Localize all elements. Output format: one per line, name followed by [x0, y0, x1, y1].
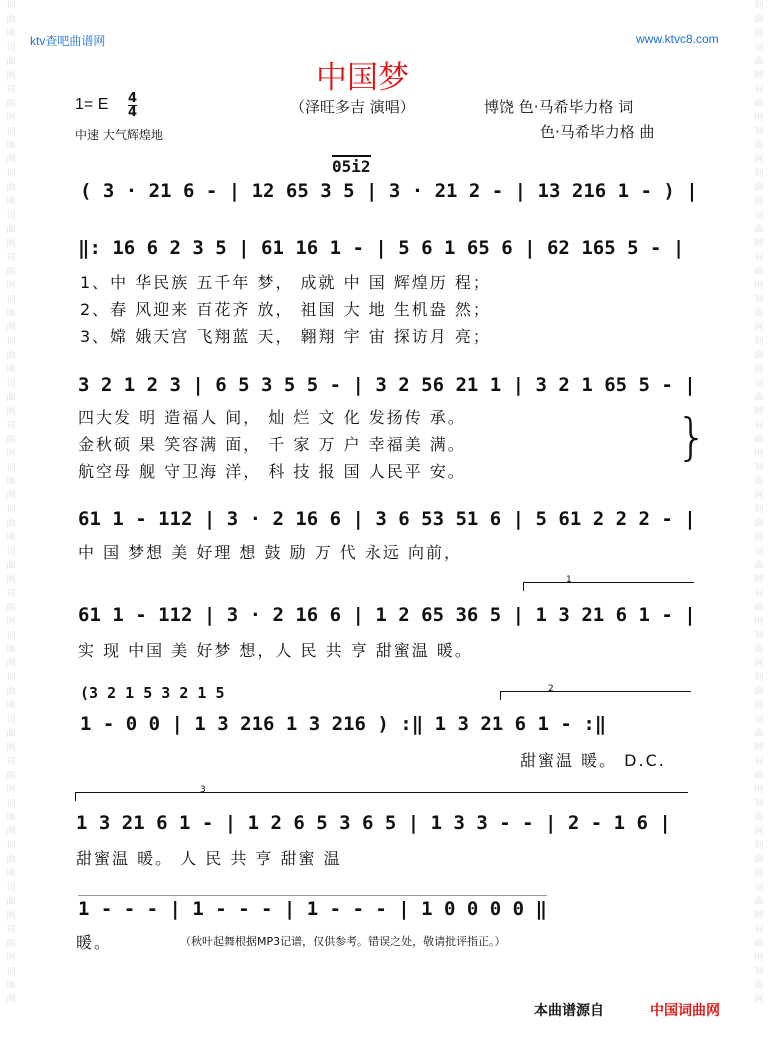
lyric-verse-1: 1、中 华民族 五千年 梦， 成就 中 国 辉煌历 程； [80, 273, 491, 292]
source-label: 本曲谱源自 [534, 1003, 604, 1019]
watermark-char: 词 [754, 337, 764, 347]
watermark-char: 曲 [6, 687, 16, 697]
watermark-site-left: ktv查吧曲谱网 [30, 34, 106, 48]
watermark-char: 曲 [6, 519, 16, 529]
watermark-char: 网 [6, 953, 16, 963]
watermark-char: 曲 [6, 351, 16, 361]
watermark-char: 词 [6, 925, 16, 935]
watermark-char: 词 [754, 967, 764, 977]
watermark-char: 曲 [6, 645, 16, 655]
watermark-char: 曲 [754, 729, 764, 739]
pickup-notes: 05i2 [332, 155, 371, 187]
watermark-char: 网 [754, 743, 764, 753]
watermark-char: 网 [6, 995, 16, 1005]
watermark-char: 词 [754, 757, 764, 767]
watermark-char: 网 [6, 659, 16, 669]
watermark-char: 词 [6, 715, 16, 725]
watermark-char: 网 [6, 323, 16, 333]
watermark-char: 曲 [6, 435, 16, 445]
watermark-char: 曲 [6, 813, 16, 823]
watermark-char: 曲 [754, 141, 764, 151]
watermark-char: 曲 [754, 477, 764, 487]
watermark-char: 曲 [6, 267, 16, 277]
watermark-char: 词 [754, 547, 764, 557]
score-row-1: ( 3 · 21 6 - | 12 65 3 5 | 3 · 21 2 - | 13 216 1 - ) | [80, 180, 698, 202]
watermark-char: 词 [6, 421, 16, 431]
watermark-site-right: www.ktvc8.com [636, 32, 719, 46]
watermark-char: 网 [6, 407, 16, 417]
watermark-char: 曲 [754, 771, 764, 781]
watermark-char: 网 [754, 197, 764, 207]
watermark-char: 词 [754, 421, 764, 431]
watermark-char: 词 [754, 379, 764, 389]
score-row-3: 3 2 1 2 3 | 6 5 3 5 5 - | 3 2 56 21 1 | 3 2 1 65 5 - | [78, 374, 696, 396]
watermark-char: 词 [6, 169, 16, 179]
watermark-char: 词 [6, 127, 16, 137]
watermark-char: 网 [754, 827, 764, 837]
watermark-char: 曲 [754, 855, 764, 865]
watermark-char: 网 [754, 407, 764, 417]
watermark-char: 词 [754, 799, 764, 809]
song-title: 中国梦 [316, 60, 409, 96]
watermark-char: 词 [6, 883, 16, 893]
watermark-char: 曲 [6, 771, 16, 781]
lyric-verse-2: 2、春 风迎来 百花齐 放， 祖国 大 地 生机盎 然； [80, 300, 491, 319]
lyric-row-5: 实 现 中国 美 好梦 想，人 民 共 亨 甜蜜温 暖。 [78, 641, 473, 660]
volta-bracket-2 [500, 691, 691, 700]
transcription-note: （秋叶起舞根据MP3记谱，仅供参考。错误之处，敬请批评指正。） [180, 935, 506, 948]
watermark-char: 网 [6, 533, 16, 543]
score-row-2: ‖: 16 6 2 3 5 | 61 16 1 - | 5 6 1 65 6 | 62 165 5 - | [78, 237, 685, 259]
watermark-char: 词 [754, 589, 764, 599]
volta-number-1: 1 [566, 575, 572, 585]
score-row-5: 61 1 - 112 | 3 · 2 16 6 | 1 2 65 36 5 | 1 3 21 6 1 - | [78, 604, 696, 626]
lyric-row3-verse-1: 四大发 明 造福人 间， 灿 烂 文 化 发扬传 承。 [78, 408, 466, 427]
verse-brace: } [676, 408, 708, 466]
source-site-link[interactable]: 中国词曲网 [650, 1003, 720, 1019]
watermark-char: 网 [6, 617, 16, 627]
score-row-8: 1 - - - | 1 - - - | 1 - - - | 1 0 0 0 0 ‖ [78, 895, 547, 928]
watermark-char: 词 [6, 1, 16, 11]
volta-number-2: 2 [548, 684, 554, 694]
watermark-char: 曲 [754, 687, 764, 697]
watermark-char: 词 [6, 631, 16, 641]
watermark-char: 网 [754, 701, 764, 711]
watermark-char: 曲 [6, 225, 16, 235]
watermark-char: 词 [754, 841, 764, 851]
watermark-char: 网 [754, 785, 764, 795]
watermark-char: 网 [754, 491, 764, 501]
watermark-char: 词 [754, 1, 764, 11]
watermark-char: 网 [754, 113, 764, 123]
right-watermark-column [748, 0, 770, 1047]
watermark-char: 曲 [6, 939, 16, 949]
watermark-char: 词 [6, 211, 16, 221]
tempo-marking: 中速 大气辉煌地 [75, 128, 163, 142]
watermark-char: 曲 [6, 393, 16, 403]
watermark-char: 网 [754, 659, 764, 669]
watermark-char: 网 [754, 323, 764, 333]
score-row-7: 1 3 21 6 1 - | 1 2 6 5 3 6 5 | 1 3 3 - - | 2 - 1 6 | [76, 812, 671, 834]
watermark-char: 曲 [6, 855, 16, 865]
watermark-char: 曲 [6, 981, 16, 991]
volta-bracket-1 [523, 582, 694, 591]
watermark-char: 词 [6, 589, 16, 599]
watermark-char: 曲 [6, 729, 16, 739]
watermark-char: 网 [754, 239, 764, 249]
watermark-char: 网 [6, 155, 16, 165]
lyric-row-6: 甜蜜温 暖。 D.C. [520, 751, 666, 770]
watermark-char: 网 [754, 29, 764, 39]
lyric-row3-verse-3: 航空母 舰 守卫海 洋， 科 技 报 国 人民平 安。 [78, 462, 466, 481]
watermark-char: 词 [754, 127, 764, 137]
watermark-char: 网 [754, 869, 764, 879]
watermark-char: 曲 [754, 435, 764, 445]
watermark-char: 词 [754, 253, 764, 263]
lyric-row3-verse-2: 金秋硕 果 笑容满 面， 千 家 万 户 幸福美 满。 [78, 435, 466, 454]
watermark-char: 词 [6, 505, 16, 515]
interlude-upper-notes: (3 2 1 5 3 2 1 5 [80, 684, 225, 702]
watermark-char: 网 [6, 743, 16, 753]
watermark-char: 词 [6, 967, 16, 977]
watermark-char: 曲 [6, 603, 16, 613]
watermark-char: 网 [6, 197, 16, 207]
watermark-char: 词 [754, 295, 764, 305]
watermark-char: 曲 [754, 561, 764, 571]
watermark-char: 词 [754, 505, 764, 515]
watermark-char: 词 [754, 211, 764, 221]
watermark-char: 曲 [754, 981, 764, 991]
score-row-4: 61 1 - 112 | 3 · 2 16 6 | 3 6 53 51 6 | 5 61 2 2 2 - | [78, 508, 696, 530]
watermark-char: 网 [754, 533, 764, 543]
watermark-char: 词 [6, 337, 16, 347]
watermark-char: 曲 [754, 309, 764, 319]
watermark-char: 网 [754, 281, 764, 291]
watermark-char: 网 [754, 365, 764, 375]
watermark-char: 网 [6, 785, 16, 795]
watermark-char: 词 [6, 463, 16, 473]
watermark-char: 词 [6, 379, 16, 389]
watermark-char: 曲 [6, 477, 16, 487]
watermark-char: 网 [6, 869, 16, 879]
watermark-char: 词 [6, 841, 16, 851]
time-signature: $\frac{4}{4}$ [128, 91, 138, 120]
watermark-char: 词 [6, 295, 16, 305]
score-row-6: 1 - 0 0 | 1 3 216 1 3 216 ) :‖ 1 3 21 6 1 - :‖ [80, 713, 607, 735]
watermark-char: 曲 [754, 267, 764, 277]
watermark-char: 曲 [754, 603, 764, 613]
watermark-char: 词 [754, 673, 764, 683]
watermark-char: 网 [6, 239, 16, 249]
watermark-char: 网 [6, 701, 16, 711]
composer-credit: 色·马希毕力格 曲 [540, 123, 655, 141]
watermark-char: 网 [6, 449, 16, 459]
watermark-char: 网 [6, 575, 16, 585]
watermark-char: 词 [6, 43, 16, 53]
watermark-char: 曲 [754, 393, 764, 403]
watermark-char: 词 [754, 631, 764, 641]
singer-credit: （泽旺多吉 演唱） [290, 98, 415, 116]
watermark-char: 网 [6, 365, 16, 375]
watermark-char: 词 [6, 547, 16, 557]
watermark-char: 网 [754, 953, 764, 963]
watermark-char: 词 [754, 883, 764, 893]
watermark-char: 网 [6, 281, 16, 291]
watermark-char: 词 [6, 85, 16, 95]
watermark-char: 曲 [6, 561, 16, 571]
lyric-verse-3: 3、嫦 娥天宫 飞翔蓝 天， 翱翔 宇 宙 探访月 亮； [80, 327, 491, 346]
watermark-char: 曲 [6, 183, 16, 193]
watermark-char: 曲 [754, 351, 764, 361]
watermark-char: 曲 [6, 57, 16, 67]
watermark-char: 网 [754, 911, 764, 921]
watermark-char: 曲 [6, 99, 16, 109]
watermark-char: 词 [754, 43, 764, 53]
watermark-char: 曲 [754, 225, 764, 235]
lyric-row-4: 中 国 梦想 美 好理 想 鼓 励 万 代 永远 向前， [78, 543, 462, 562]
watermark-char: 曲 [754, 519, 764, 529]
watermark-char: 网 [6, 911, 16, 921]
key-signature: 1= E [75, 96, 109, 113]
watermark-char: 曲 [754, 15, 764, 25]
watermark-char: 词 [754, 169, 764, 179]
volta-bracket-3 [75, 792, 688, 801]
watermark-char: 曲 [754, 939, 764, 949]
watermark-char: 曲 [754, 99, 764, 109]
lyricist-credit: 博饶 色·马希毕力格 词 [484, 98, 634, 116]
watermark-char: 网 [6, 71, 16, 81]
watermark-char: 网 [754, 449, 764, 459]
watermark-char: 曲 [6, 897, 16, 907]
watermark-char: 曲 [6, 141, 16, 151]
watermark-char: 网 [754, 995, 764, 1005]
watermark-char: 词 [6, 673, 16, 683]
volta-number-3: 3 [200, 785, 206, 795]
watermark-char: 网 [6, 827, 16, 837]
watermark-char: 词 [754, 925, 764, 935]
watermark-char: 词 [754, 463, 764, 473]
watermark-char: 网 [754, 617, 764, 627]
watermark-char: 曲 [754, 645, 764, 655]
watermark-char: 词 [754, 85, 764, 95]
watermark-char: 曲 [754, 183, 764, 193]
watermark-char: 曲 [6, 15, 16, 25]
watermark-char: 网 [6, 29, 16, 39]
watermark-char: 曲 [754, 57, 764, 67]
watermark-char: 词 [754, 715, 764, 725]
watermark-char: 网 [6, 113, 16, 123]
lyric-row-8: 暖。 [76, 933, 113, 952]
watermark-char: 词 [6, 757, 16, 767]
watermark-char: 曲 [6, 309, 16, 319]
watermark-char: 网 [6, 491, 16, 501]
watermark-char: 网 [754, 71, 764, 81]
left-watermark-column [0, 0, 22, 1047]
watermark-char: 网 [754, 575, 764, 585]
lyric-row-7: 甜蜜温 暖。 人 民 共 亨 甜蜜 温 [76, 849, 342, 868]
watermark-char: 词 [6, 253, 16, 263]
watermark-char: 曲 [754, 897, 764, 907]
watermark-char: 曲 [754, 813, 764, 823]
watermark-char: 网 [754, 155, 764, 165]
watermark-char: 词 [6, 799, 16, 809]
